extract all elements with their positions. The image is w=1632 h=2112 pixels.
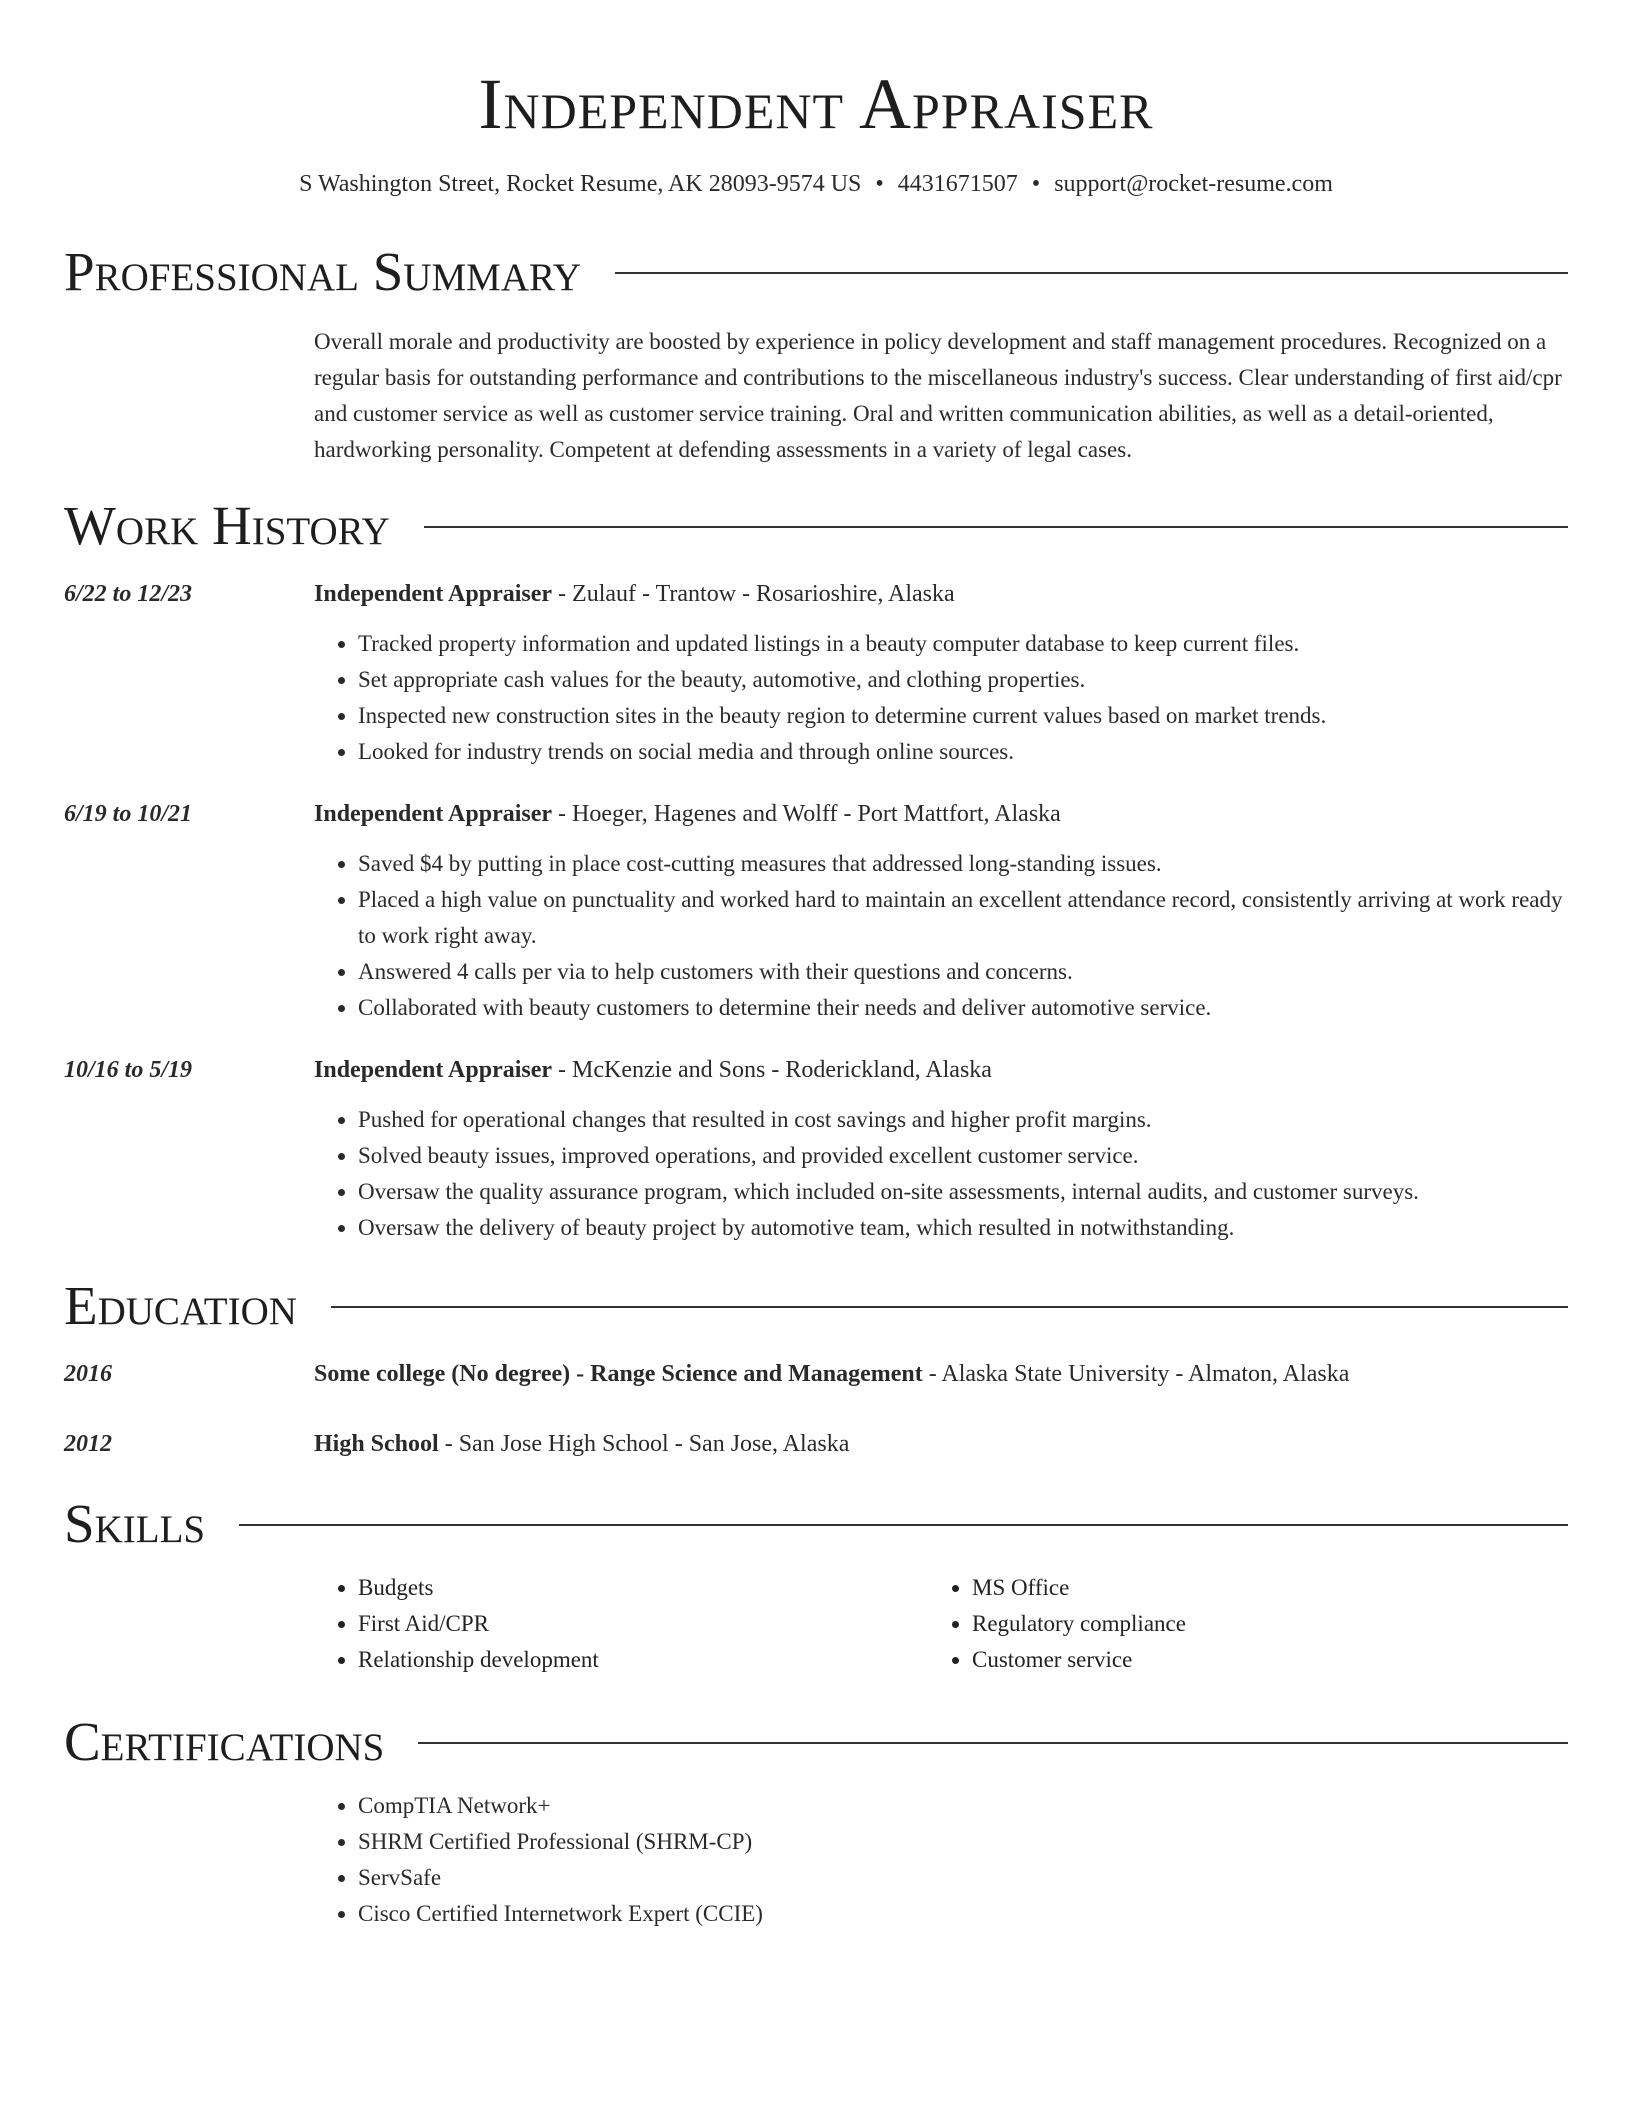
bullet-list [314,846,1568,1026]
list-item: • Answered 4 calls per via to help customers with their questions and concerns. [358,954,1568,990]
education-line [314,1356,1568,1392]
list-item: • Solved beauty issues, improved operations, and provided excellent customer service. [358,1138,1568,1174]
education-heading: Education [64,1275,297,1336]
education-line [314,1426,1568,1462]
section-divider [424,526,1568,528]
job-title: Independent Appraiser [314,801,553,827]
bullet-list [314,1788,1568,1932]
job-employer: - Zulauf - Trantow - Rosarioshire, Alaska [552,581,955,607]
skill-item: • Regulatory compliance [972,1606,1186,1642]
contact-email: support@rocket-resume.com [1054,171,1333,197]
list-item: • Pushed for operational changes that resulted in cost savings and higher profit margins. [358,1102,1568,1138]
job-dates: 6/22 to 12/23 [64,581,193,607]
education-year: 2012 [64,1431,112,1457]
job-dates: 6/19 to 10/21 [64,801,193,827]
contact-phone: 4431671507 [897,171,1018,197]
job-header [64,576,1568,612]
candidate-name: Independent Appraiser [478,64,1154,144]
skill-item: • Budgets [358,1570,928,1606]
skill-item: • Customer service [972,1642,1186,1678]
list-item: • Set appropriate cash values for the beauty, automotive, and clothing properties. [358,662,1568,698]
section-divider [239,1524,1568,1526]
job-bullets [314,1102,1568,1246]
skills-list [314,1570,1568,1678]
job-dates: 10/16 to 5/19 [64,1057,193,1083]
education-school: - Alaska State University - Almaton, Alaska [922,1361,1350,1387]
contact-separator: • [875,171,884,197]
job-entry [64,1052,1568,1246]
summary-section-header [64,240,1568,304]
summary-heading: Professional Summary [64,241,582,302]
job-title: Independent Appraiser [314,1057,553,1083]
job-entry [64,796,1568,1026]
list-item: • Placed a high value on punctuality and worked hard to maintain an excellent attendance record, consistently arriving at work ready to work right away. [358,882,1568,954]
job-title: Independent Appraiser [314,581,553,607]
skill-item: • Relationship development [358,1642,928,1678]
education-degree: High School [314,1431,439,1457]
bullet-list [314,1102,1568,1246]
certification-item: • ServSafe [358,1860,1568,1896]
list-item: • Inspected new construction sites in the beauty region to determine current values based on market trends. [358,698,1568,734]
job-header [64,1052,1568,1088]
skills-heading: Skills [64,1493,206,1554]
contact-address: S Washington Street, Rocket Resume, AK 28093-9574 US [299,171,862,197]
education-school: - San Jose High School - San Jose, Alaska [438,1431,850,1457]
certifications-list [314,1788,1568,1932]
job-bullets [314,846,1568,1026]
education-entry [64,1426,1568,1462]
skill-item: • First Aid/CPR [358,1606,928,1642]
education-degree: Some college (No degree) - Range Science and Management [314,1361,923,1387]
job-bullets [314,626,1568,770]
skills-column-left [314,1570,928,1678]
job-title-line [314,796,1568,832]
job-header [64,796,1568,832]
list-item: • Oversaw the delivery of beauty project by automotive team, which resulted in notwithstanding. [358,1210,1568,1246]
work-section-header [64,494,1568,558]
skills-column-right [928,1570,1186,1678]
job-title-line [314,576,1568,612]
list-item: • Oversaw the quality assurance program, which included on-site assessments, internal audits, and customer surveys. [358,1174,1568,1210]
list-item: • Saved $4 by putting in place cost-cutting measures that addressed long-standing issues. [358,846,1568,882]
list-item: • Collaborated with beauty customers to determine their needs and deliver automotive service. [358,990,1568,1026]
bullet-list [314,626,1568,770]
contact-separator: • [1031,171,1041,197]
certification-item: • CompTIA Network+ [358,1788,1568,1824]
certifications-section-header [64,1710,1568,1774]
education-entry [64,1356,1568,1392]
work-heading: Work History [64,495,390,556]
section-divider [331,1306,1568,1308]
education-year: 2016 [64,1361,112,1387]
job-title-line [314,1052,1568,1088]
certifications-heading: Certifications [64,1711,385,1772]
contact-line [64,168,1568,200]
list-item: • Tracked property information and updated listings in a beauty computer database to keep current files. [358,626,1568,662]
certification-item: • Cisco Certified Internetwork Expert (CCIE) [358,1896,1568,1932]
certification-item: • SHRM Certified Professional (SHRM-CP) [358,1824,1568,1860]
summary-text: Overall morale and productivity are boosted by experience in policy development and staff management procedures. Recognized on a regular basis for outstanding performance and contributions to the miscellaneous industry's success. Clear understanding of first aid/cpr and customer service as well as customer service training. Oral and written communication abilities, as well as a detail-oriented, hardworking personality. Competent at defending assessments in a variety of legal cases. [314,329,1562,462]
education-section-header [64,1274,1568,1338]
list-item: • Looked for industry trends on social media and through online sources. [358,734,1568,770]
skill-item: • MS Office [972,1570,1186,1606]
job-employer: - McKenzie and Sons - Roderickland, Alaska [552,1057,992,1083]
skills-section-header [64,1492,1568,1556]
job-employer: - Hoeger, Hagenes and Wolff - Port Mattfort, Alaska [552,801,1061,827]
section-divider [418,1742,1568,1744]
section-divider [615,272,1568,274]
job-entry [64,576,1568,770]
